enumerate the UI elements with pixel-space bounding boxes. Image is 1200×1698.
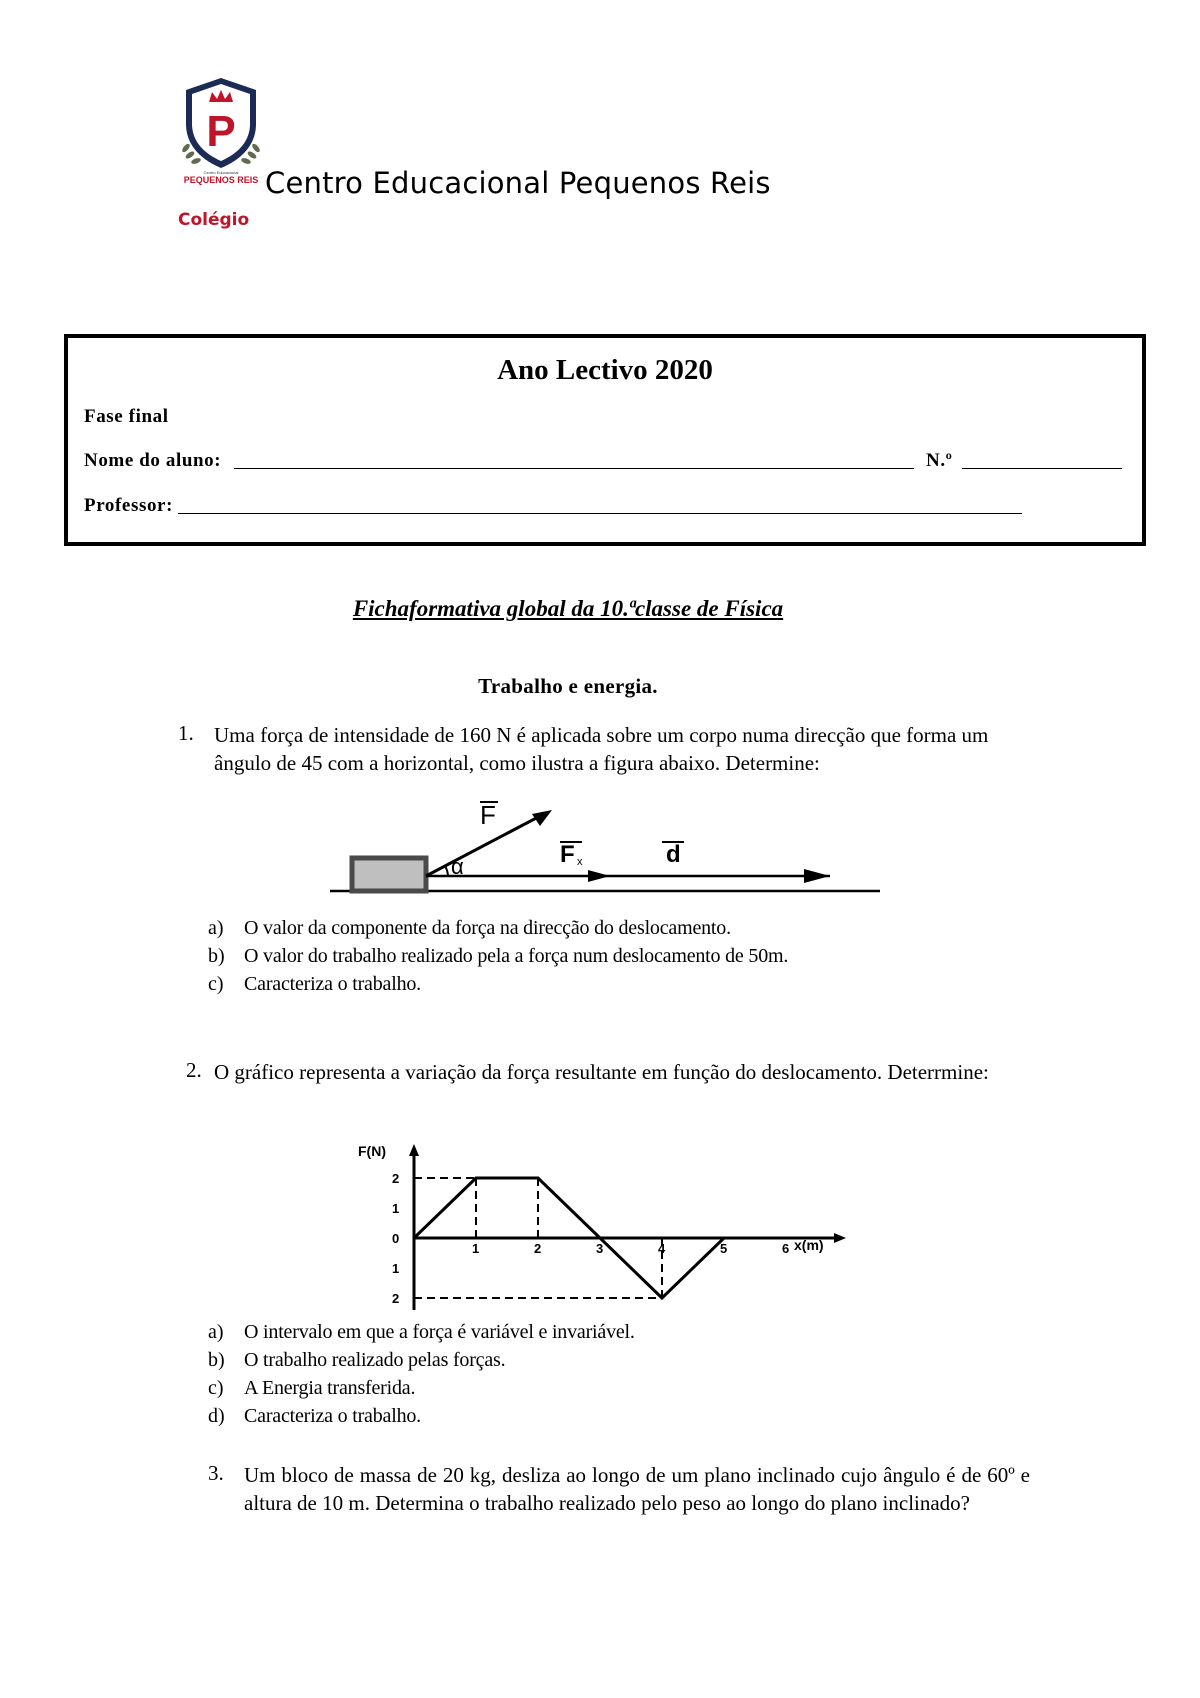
school-type: Colégio [178,210,250,230]
y-tick-label-2: 0 [392,1231,400,1246]
school-name: Centro Educacional Pequenos Reis [265,166,771,200]
student-number-field[interactable] [962,468,1122,469]
question-3-number: 3. [208,1461,224,1485]
q1-item-b-letter: b) [208,945,225,967]
angle-arc [445,866,448,876]
data-point-5 [723,1237,726,1240]
force-displacement-chart [352,1142,852,1314]
q1-item-c: Caracteriza o trabalho. [244,973,421,995]
sheet-title: Fichaformativa global da 10.ªclasse de Física [352,596,784,621]
q2-item-d-letter: d) [208,1405,225,1427]
y-tick-label-3: 1 [392,1261,400,1276]
school-logo [178,74,264,186]
logo-letter: P [206,107,236,156]
force-diagram [320,790,880,900]
student-name-label: Nome do aluno: [84,450,222,471]
y-axis-arrowhead [409,1144,419,1156]
student-name-field[interactable] [234,468,914,469]
x-tick-label-5: 5 [720,1241,728,1256]
x-tick-label-6: 6 [782,1241,790,1256]
force-arrowhead [532,810,552,826]
force-label: F [480,800,496,830]
component-subscript: x [577,856,583,868]
question-3-text: Um bloco de massa de 20 kg, desliza ao longo de um plano inclinado cujo ângulo é de 60º e altura de 10 m. Determina o trabalho realizado pelo peso ao longo do plano inclinado? [244,1463,1030,1515]
angle-label: α [451,854,464,879]
student-number-label: N.º [926,450,953,471]
q2-item-a-letter: a) [208,1321,224,1343]
data-point-2 [537,1177,540,1180]
fx-arrowhead [588,870,610,882]
block [352,858,426,891]
y-axis-label: F(N) [358,1143,386,1159]
component-label: F [560,841,575,868]
topic-heading: Trabalho e energia. [478,674,658,698]
data-point-3 [599,1237,602,1240]
logo-tiny-text: Centro Educacional [203,170,239,175]
x-tick-label-3: 3 [596,1241,604,1256]
q1-item-a: O valor da componente da força na direcção do deslocamento. [244,917,731,939]
q1-item-c-letter: c) [208,973,224,995]
logo-caption: PEQUENOS REIS [183,175,259,185]
x-tick-label-1: 1 [472,1241,480,1256]
y-tick-label-0: 2 [392,1171,400,1186]
data-point-0 [413,1237,416,1240]
question-2-text: O gráfico representa a variação da força resultante em função do deslocamento. Deterrmine: [214,1060,989,1084]
x-axis-label: x(m) [794,1237,824,1253]
y-tick-label-4: 2 [392,1291,400,1306]
q1-item-b: O valor do trabalho realizado pela a força num deslocamento de 50m. [244,945,789,967]
q2-item-d: Caracteriza o trabalho. [244,1405,421,1427]
teacher-label: Professor: [84,495,174,516]
displacement-label: d [666,841,681,868]
x-axis-arrowhead [834,1233,846,1243]
student-info-box [64,334,1146,546]
question-2-number: 2. [186,1058,202,1082]
q1-item-a-letter: a) [208,917,224,939]
d-arrowhead [804,869,830,883]
question-1-text: Uma força de intensidade de 160 N é aplicada sobre um corpo numa direcção que forma um ângulo de 45 com a horizontal, como ilustra a figura abaixo. Determine: [214,723,989,775]
question-1-number: 1. [178,721,194,745]
school-year-title: Ano Lectivo 2020 [497,354,713,386]
y-tick-label-1: 1 [392,1201,400,1216]
q2-item-c-letter: c) [208,1377,224,1399]
x-tick-label-4: 4 [658,1241,666,1256]
data-point-4 [661,1297,664,1300]
q2-item-b: O trabalho realizado pelas forças. [244,1349,506,1371]
q2-item-a: O intervalo em que a força é variável e invariável. [244,1321,635,1343]
q2-item-c: A Energia transferida. [244,1377,416,1399]
q2-item-b-letter: b) [208,1349,225,1371]
phase-label: Fase final [84,406,169,427]
data-point-1 [475,1177,478,1180]
teacher-name-field[interactable] [178,513,1022,514]
x-tick-label-2: 2 [534,1241,542,1256]
